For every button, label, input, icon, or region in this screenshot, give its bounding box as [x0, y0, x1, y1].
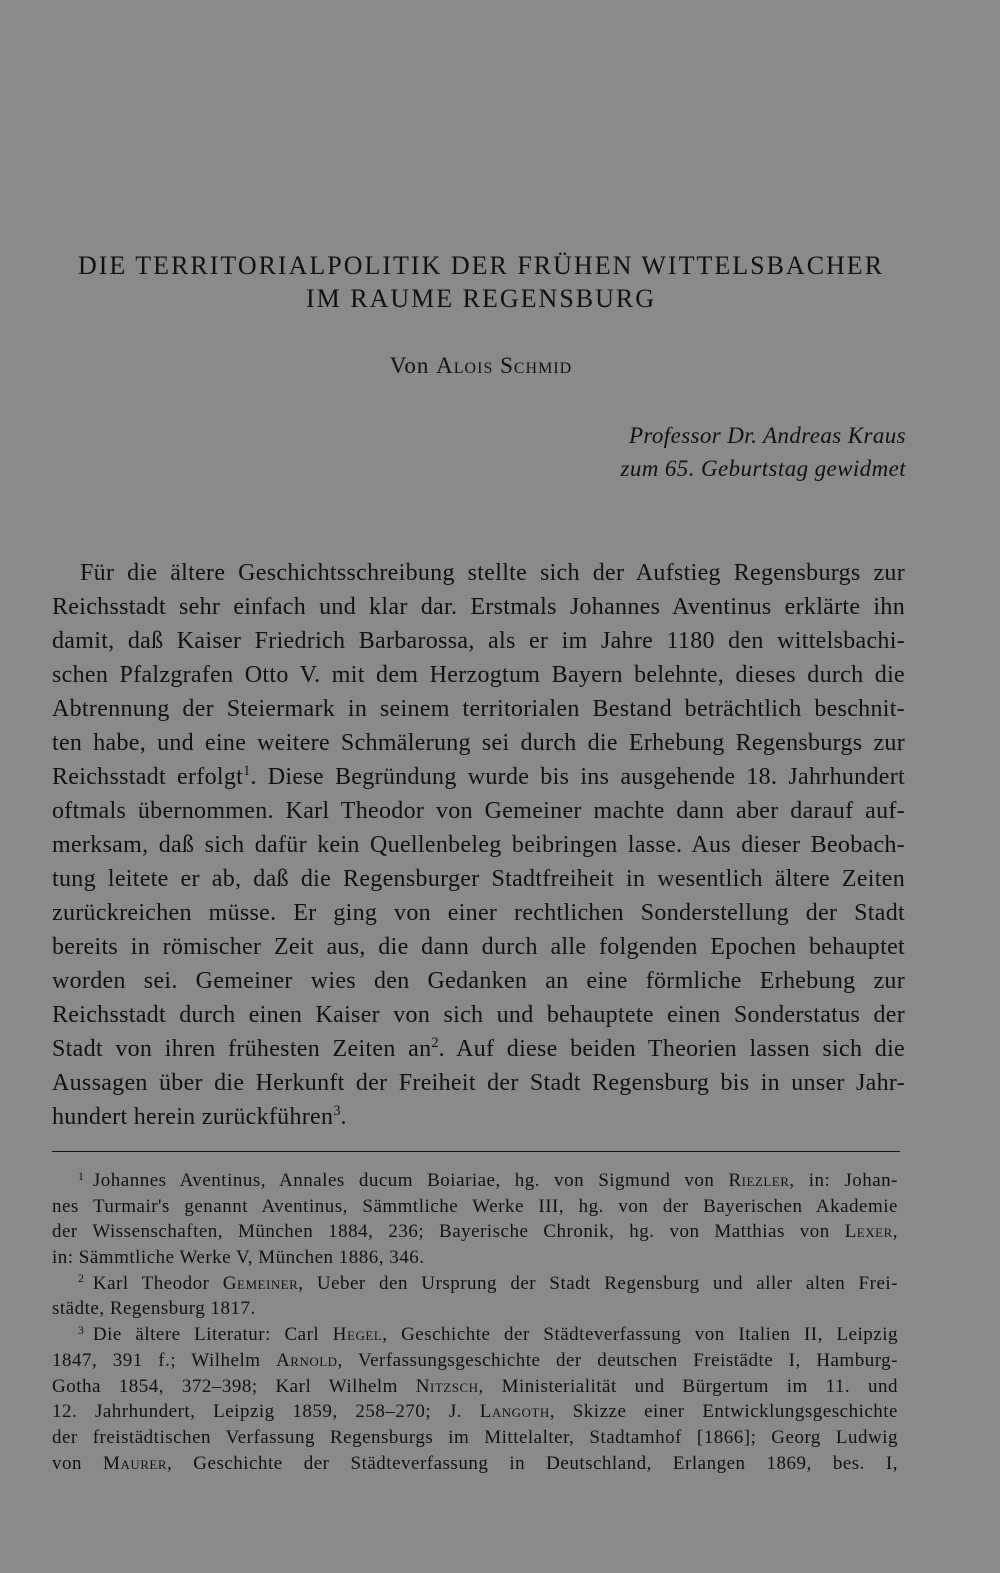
body-line: ten habe, und eine weitere Schmälerung sei durch die Erhebung Regensburgs zur [52, 730, 905, 756]
footnotes [52, 1168, 898, 1476]
footnote-text: von [52, 1452, 104, 1474]
footnote [52, 1168, 898, 1271]
footnote-text: Die ältere Literatur: Carl [92, 1324, 333, 1346]
footnote-line: städte, Regensburg 1817. [52, 1298, 256, 1320]
footnote-text: 1847, 391 f.; Wilhelm [52, 1349, 277, 1371]
footnote-text: Johannes Aventinus, Annales ducum Boiariae, hg. von Sigmund von [92, 1170, 729, 1191]
footnote-text: , Skizze einer Entwicklungsgeschichte [549, 1401, 898, 1423]
footnote-line: in: Sämmtliche Werke V, München 1886, 346. [52, 1247, 425, 1269]
byline-prefix: Von [389, 353, 430, 378]
cited-author: Maurer [103, 1452, 167, 1474]
footnote-marker: 1 [78, 1169, 84, 1183]
footnote-text: Karl Theodor [92, 1272, 223, 1294]
footnote-text: , [892, 1221, 898, 1243]
footnote-text: , in: Johan- [789, 1170, 898, 1191]
body-line-text: hundert herein zurückführen [52, 1104, 334, 1130]
body-line: Abtrennung der Steiermark in seinem territorialen Bestand beträchtlich beschnit- [52, 696, 905, 722]
footnote-line [52, 1348, 898, 1374]
footnote-text: , Ueber den Ursprung der Stadt Regensburg und aller alten Frei- [298, 1272, 898, 1294]
footnote-text: , Ministerialität und Bürgertum im 11. und [478, 1375, 898, 1397]
cited-author: Lexer [844, 1221, 893, 1243]
footnote-line [52, 1168, 898, 1194]
body-line: schen Pfalzgrafen Otto V. mit dem Herzogtum Bayern belehnte, dieses durch die [52, 662, 905, 688]
cited-author: Nitzsch [415, 1375, 479, 1397]
footnote-text: der Wissenschaften, München 1884, 236; Bayerische Chronik, hg. von Matthias von [52, 1221, 845, 1243]
cited-author: Gemeiner [222, 1272, 299, 1294]
body-line [52, 1032, 905, 1066]
body-line: damit, daß Kaiser Friedrich Barbarossa, als er im Jahre 1180 den wittelsbachi- [52, 628, 905, 654]
footnote [52, 1271, 898, 1322]
title-line: DIE TERRITORIALPOLITIK DER FRÜHEN WITTELSBACHER [77, 251, 885, 280]
body-line: Reichsstadt durch einen Kaiser von sich und behauptete einen Sonderstatus der [52, 1002, 905, 1028]
body-line: Aussagen über die Herkunft der Freiheit der Stadt Regensburg bis in unser Jahr- [52, 1070, 905, 1096]
dedication [620, 419, 906, 485]
footnote-line: nes Turmair's genannt Aventinus, Sämmtliche Werke III, hg. von der Bayerischen Akademie [52, 1195, 898, 1217]
body-line: Reichsstadt sehr einfach und klar dar. Erstmals Johannes Aventinus erklärte ihn [52, 594, 905, 620]
dedication-line: zum 65. Geburtstag gewidmet [620, 456, 906, 481]
footnote-reference: 3 [333, 1103, 341, 1120]
body-line: zurückreichen müsse. Er ging von einer rechtlichen Sonderstellung der Stadt [52, 900, 905, 926]
footnote-rule [52, 1151, 900, 1152]
footnote-reference: 2 [431, 1035, 439, 1052]
footnote-line [52, 1399, 898, 1425]
footnote-line [52, 1451, 898, 1477]
body-paragraph [52, 556, 905, 1134]
body-line: Für die ältere Geschichtsschreibung stellte sich der Aufstieg Regensburgs zur [80, 560, 905, 586]
body-line-text: Reichsstadt erfolgt [52, 764, 244, 790]
body-line-text: Stadt von ihren frühesten Zeiten an [52, 1036, 432, 1062]
body-line: worden sei. Gemeiner wies den Gedanken an eine förmliche Erhebung zur [52, 968, 905, 994]
body-line: oftmals übernommen. Karl Theodor von Gemeiner machte dann aber darauf auf- [52, 798, 905, 824]
footnote-text: Gotha 1854, 372–398; Karl Wilhelm [52, 1375, 416, 1397]
body-line: merksam, daß sich dafür kein Quellenbeleg beibringen lasse. Aus dieser Beobach- [52, 832, 905, 858]
cited-author: Langoth [479, 1401, 550, 1423]
footnote-text: , Geschichte der Städteverfassung von Italien II, Leipzig [382, 1324, 898, 1346]
body-line-text: . Auf diese beiden Theorien lassen sich die [438, 1036, 905, 1062]
body-line: bereits in römischer Zeit aus, die dann durch alle folgenden Epochen behauptet [52, 934, 905, 960]
footnote-marker: 2 [78, 1272, 84, 1286]
body-line [52, 1100, 905, 1134]
author-name: Alois Schmid [436, 353, 573, 378]
body-line-text: . Diese Begründung wurde bis ins ausgehende 18. Jahrhundert [250, 764, 905, 790]
body-line: tung leitete er ab, daß die Regensburger Stadtfreiheit in wesentlich ältere Zeiten [52, 866, 905, 892]
footnote-line [52, 1271, 898, 1297]
footnote-reference: 1 [243, 763, 251, 780]
title-line: IM RAUME REGENSBURG [305, 284, 657, 313]
cited-author: Arnold [276, 1349, 338, 1371]
footnote-text: 12. Jahrhundert, Leipzig 1859, 258–270; J. [52, 1401, 480, 1423]
footnote-text: , Verfassungsgeschichte der deutschen Freistädte I, Hamburg- [337, 1349, 898, 1371]
cited-author: Hegel [332, 1324, 383, 1346]
footnote-marker: 3 [78, 1323, 84, 1337]
footnote-line [52, 1374, 898, 1400]
footnote-text: , Geschichte der Städteverfassung in Deutschland, Erlangen 1869, bes. I, [167, 1452, 898, 1474]
footnote-line [52, 1219, 898, 1245]
byline [0, 351, 962, 381]
footnote-line [52, 1322, 898, 1348]
article-title [0, 249, 962, 315]
body-line-text: . [340, 1104, 347, 1130]
footnote [52, 1322, 898, 1476]
footnote-line: der freistädtischen Verfassung Regensburgs im Mittelalter, Stadtamhof [1866]; Georg Ludwig [52, 1426, 898, 1448]
dedication-line: Professor Dr. Andreas Kraus [628, 423, 906, 448]
cited-author: Riezler [728, 1170, 790, 1191]
body-line [52, 760, 905, 794]
